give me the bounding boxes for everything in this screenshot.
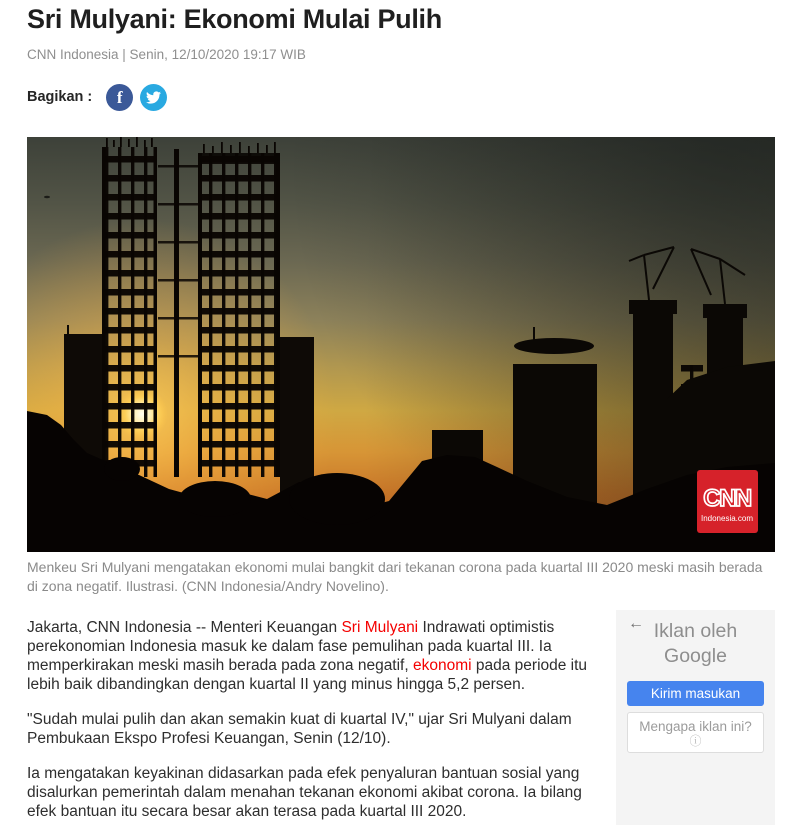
link-sri-mulyani[interactable]: Sri Mulyani	[341, 619, 419, 636]
ad-why-card[interactable]	[627, 712, 764, 753]
share-row	[27, 83, 174, 111]
ad-why-label: Mengapa iklan ini?	[639, 719, 752, 734]
article-photo-illustration	[27, 137, 775, 552]
photo-caption: Menkeu Sri Mulyani mengatakan ekonomi mulai bangkit dari tekanan corona pada kuartal III 2020 meski masih berada di zona negatif. Ilustrasi. (CNN Indonesia/Andry Novelino).	[27, 559, 763, 594]
info-icon: ⓘ	[689, 734, 702, 748]
article-photo	[27, 137, 775, 552]
page-title: Sri Mulyani: Ekonomi Mulai Pulih	[27, 4, 442, 34]
ad-feedback-button[interactable]: Kirim masukan	[627, 681, 764, 706]
bird	[44, 196, 50, 198]
ad-back-arrow-icon[interactable]: ←	[628, 615, 644, 632]
facebook-share-button[interactable]	[106, 84, 133, 111]
paragraph-1: Jakarta, CNN Indonesia -- Menteri Keuangan Sri Mulyani Indrawati optimistis perekonomian Indonesia masuk ke dalam fase pemulihan pada kuartal III. Ia memperkirakan meski masih berada pada zona negatif, ekonomi pada periode itu lebih baik dibandingkan dengan kuartal II yang minus hingga 5,2 persen.	[27, 619, 588, 693]
cnn-watermark-subtext: Indonesia.com	[700, 514, 754, 523]
twitter-icon	[146, 90, 161, 105]
cnn-watermark	[697, 470, 758, 533]
link-ekonomi[interactable]: ekonomi	[412, 657, 472, 674]
share-label: Bagikan :	[27, 89, 93, 105]
facebook-icon: f	[116, 88, 123, 107]
paragraph-2: "Sudah mulai pulih dan akan semakin kuat di kuartal IV," ujar Sri Mulyani dalam Pembukaan Ekspo Profesi Keuangan, Senin (12/10).	[27, 711, 572, 747]
ad-provider-label: Iklan oleh Google	[653, 620, 738, 667]
article-body	[27, 618, 605, 837]
byline: CNN Indonesia | Senin, 12/10/2020 19:17 WIB	[27, 47, 306, 62]
twitter-share-button[interactable]	[140, 84, 167, 111]
cnn-watermark-text: CNN	[703, 485, 751, 512]
google-ad-panel	[616, 610, 775, 825]
paragraph-3: Ia mengatakan keyakinan didasarkan pada efek penyaluran bantuan sosial yang disalurkan pemerintah dalam menahan tekanan ekonomi akibat corona. Ia bilang efek bantuan itu secara besar akan terasa pada kuartal III 2020.	[27, 765, 582, 820]
